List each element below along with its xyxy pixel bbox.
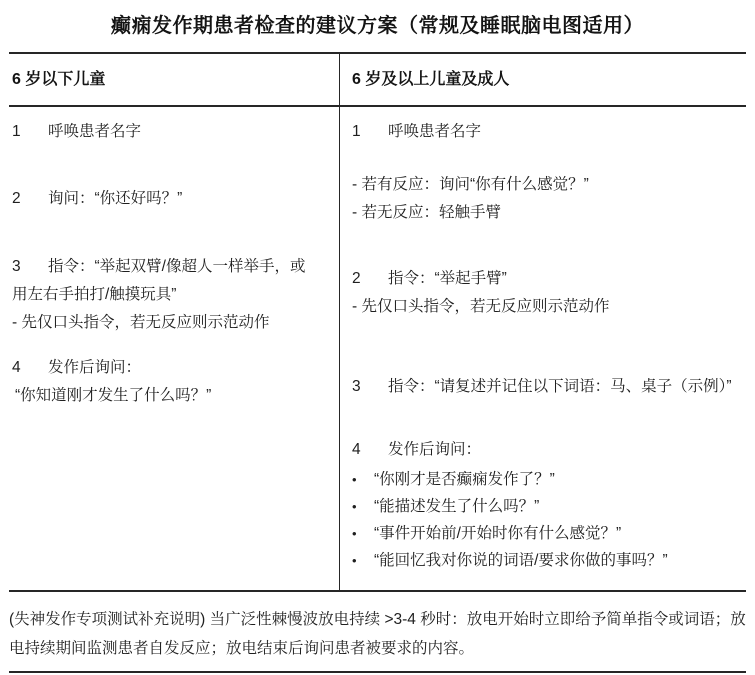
step-text: 询问：“你还好吗？” bbox=[48, 190, 183, 207]
step-number: 2 bbox=[352, 270, 361, 287]
step-number: 3 bbox=[352, 378, 361, 395]
question-item bbox=[352, 520, 740, 547]
over6-step-2-note: - 先仅口头指令，若无反应则示范动作 bbox=[352, 298, 610, 315]
absence-seizure-footnote: (失神发作专项测试补充说明) 当广泛性棘慢波放电持续 >3-4 秒时：放电开始时立即给予简单指令或词语；放电持续期间监测患者自发反应；放电结束后询问患者被要求的内容。 bbox=[9, 592, 746, 673]
question-item bbox=[352, 493, 740, 520]
question-text: “你刚才是否癫痫发作了？” bbox=[374, 471, 555, 488]
step-text: 发作后询问： bbox=[48, 359, 142, 376]
under6-step-2 bbox=[12, 185, 315, 213]
bullet-icon: • bbox=[352, 499, 357, 514]
table-header-row bbox=[9, 54, 746, 107]
over6-step-2 bbox=[352, 265, 740, 293]
step-number: 1 bbox=[12, 123, 21, 140]
table-body-row bbox=[9, 107, 746, 592]
step-text: 呼唤患者名字 bbox=[48, 123, 142, 140]
over6-step-3 bbox=[352, 373, 740, 401]
question-item bbox=[352, 466, 740, 493]
step-number: 1 bbox=[352, 123, 361, 140]
column-under-6 bbox=[9, 107, 340, 590]
column-header-under-6: 6 岁以下儿童 bbox=[9, 54, 340, 105]
bullet-icon: • bbox=[352, 472, 357, 487]
page-title: 癫痫发作期患者检查的建议方案（常规及睡眠脑电图适用） bbox=[111, 15, 644, 37]
over6-step-1-note-unresponsive: - 若无反应：轻触手臂 bbox=[352, 204, 501, 221]
step-text: 发作后询问： bbox=[388, 441, 482, 458]
bullet-icon: • bbox=[352, 553, 357, 568]
over6-step-4-questions bbox=[352, 466, 740, 574]
protocol-table bbox=[9, 52, 746, 592]
question-text: “事件开始前/开始时你有什么感觉？” bbox=[374, 525, 622, 542]
column-6-and-over bbox=[340, 107, 746, 590]
question-text: “能描述发生了什么吗？” bbox=[374, 498, 540, 515]
step-text: 指令：“举起手臂” bbox=[388, 270, 507, 287]
question-text: “能回忆我对你说的词语/要求你做的事吗？” bbox=[374, 552, 668, 569]
under6-step-4 bbox=[12, 354, 315, 382]
step-text: 呼唤患者名字 bbox=[388, 123, 482, 140]
under6-step-3 bbox=[12, 253, 315, 309]
over6-step-1-note-responsive: - 若有反应：询问“你有什么感觉？” bbox=[352, 176, 589, 193]
step-number: 2 bbox=[12, 190, 21, 207]
step-number: 3 bbox=[12, 258, 21, 275]
column-header-6-and-over: 6 岁及以上儿童及成人 bbox=[352, 71, 510, 88]
step-number: 4 bbox=[12, 359, 21, 376]
over6-step-4 bbox=[352, 436, 740, 464]
over6-step-1-notes bbox=[352, 171, 740, 227]
under6-step-1 bbox=[12, 118, 315, 146]
bullet-icon: • bbox=[352, 526, 357, 541]
over6-step-1 bbox=[352, 118, 740, 146]
under6-step-3-note: - 先仅口头指令，若无反应则示范动作 bbox=[12, 314, 270, 331]
step-number: 4 bbox=[352, 441, 361, 458]
step-text: 指令：“举起双臂/像超人一样举手，或用左右手拍打/触摸玩具” bbox=[12, 258, 306, 303]
under6-step-4-question: “你知道刚才发生了什么吗？” bbox=[15, 387, 212, 404]
question-item bbox=[352, 547, 740, 574]
step-text: 指令：“请复述并记住以下词语：马、桌子（示例）” bbox=[388, 378, 732, 395]
